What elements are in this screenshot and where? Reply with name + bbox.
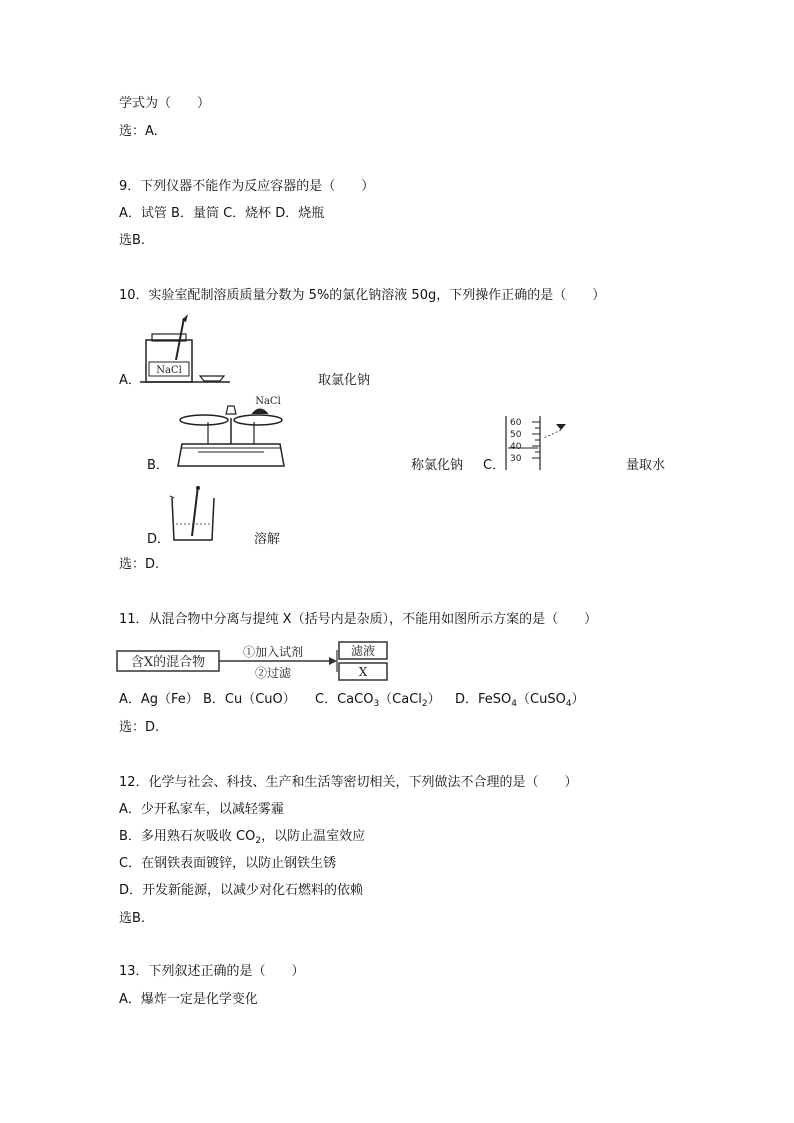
q11-stem: 11．从混合物中分离与提纯 X（括号内是杂质），不能用如图所示方案的是（ ）: [119, 612, 598, 627]
q10-option-b-label: B．: [147, 458, 169, 473]
q12-option-c: C．在钢铁表面镀锌，以防止钢铁生锈: [119, 856, 337, 871]
q10-option-a-caption: 取氯化钠: [318, 373, 371, 388]
q11-option-b: B．Cu（CuO）: [203, 692, 296, 707]
q10-figure-c-tick-30: 30: [510, 454, 522, 464]
q12-option-d: D．开发新能源，以减少对化石燃料的依赖: [119, 883, 364, 898]
q11-flow-out2: X: [358, 665, 368, 679]
q10-option-d-caption: 溶解: [254, 532, 281, 547]
q9-stem: 9．下列仪器不能作为反应容器的是（ ）: [119, 179, 375, 194]
q8-stem-tail: 学式为（ ）: [119, 96, 211, 111]
q12-option-b: B．多用熟石灰吸收 $CO_2$，以防止温室效应: [119, 829, 366, 846]
q11-option-a: A．Ag（Fe）: [119, 692, 199, 707]
q12-answer: 选B.: [119, 911, 146, 926]
q10-option-a-label: A．: [119, 373, 141, 388]
q10-figure-b-label: NaCl: [255, 396, 281, 407]
q12-stem: 12．化学与社会、科技、生产和生活等密切相关，下列做法不合理的是（ ）: [119, 775, 578, 790]
q11-flow-out1: 滤液: [350, 644, 376, 658]
q9-options: A．试管 B．量筒 C．烧杯 D．烧瓶: [119, 206, 325, 221]
q10-figure-c-tick-60: 60: [510, 418, 522, 428]
q10-figure-b-balance: [168, 392, 294, 468]
q10-figure-c-tick-40: 40: [510, 442, 522, 452]
q10-option-b-caption: 称氯化钠: [411, 458, 464, 473]
q10-option-d-label: D．: [147, 532, 171, 547]
q11-option-c: C．CaCO$_3$（CaCl$_2$）: [315, 692, 441, 709]
q11-flowchart: [115, 641, 395, 683]
q11-option-d: D．FeSO$_4$（CuSO$_4$）: [455, 692, 585, 709]
q11-flow-step1: ①加入试剂: [242, 645, 304, 659]
q12-option-a: A．少开私家车，以减轻雾霾: [119, 802, 284, 817]
q10-figure-a-reagent-bottle: [140, 312, 232, 384]
q10-figure-c-measuring-cylinder: [504, 412, 570, 472]
q13-option-a: A．爆炸一定是化学变化: [119, 992, 258, 1007]
q13-stem: 13．下列叙述正确的是（ ）: [119, 964, 305, 979]
q8-answer: 选：A.: [119, 124, 158, 139]
q11-flow-start: 含X的混合物: [130, 655, 206, 670]
q10-figure-c-tick-50: 50: [510, 430, 522, 440]
q11-answer: 选：D.: [119, 720, 160, 735]
q11-flow-step2: ②过滤: [254, 666, 292, 680]
q10-answer: 选：D.: [119, 557, 160, 572]
q10-stem: 10．实验室配制溶质质量分数为 5%的氯化钠溶液 50g，下列操作正确的是（ ）: [119, 288, 606, 303]
q10-option-c-caption: 量取水: [626, 458, 666, 473]
q10-figure-a-label: NaCl: [156, 365, 182, 376]
q10-figure-d-beaker: [168, 482, 220, 544]
q9-answer: 选B.: [119, 233, 146, 248]
q10-option-c-label: C．: [483, 458, 506, 473]
